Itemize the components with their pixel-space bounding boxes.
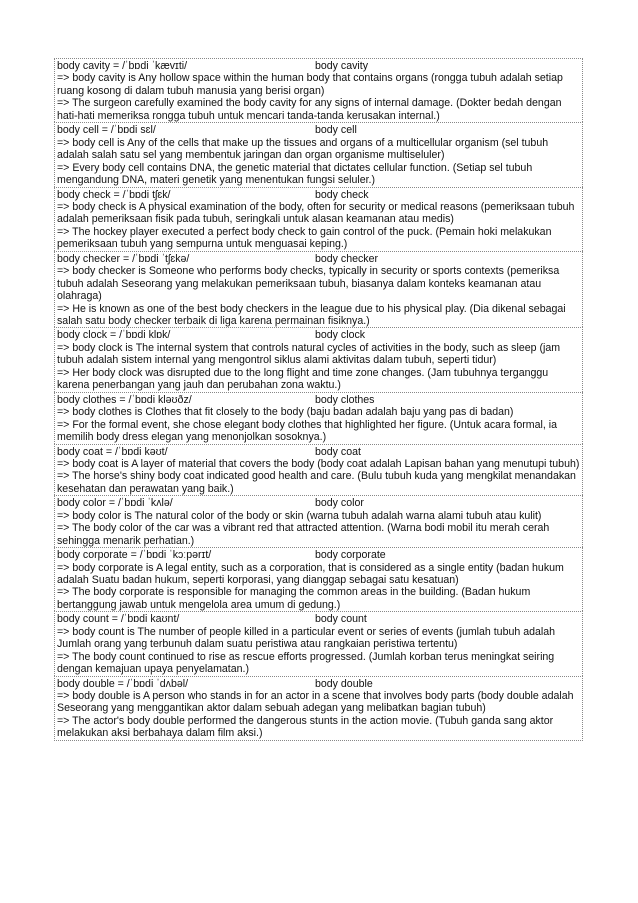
entry-gloss: body check — [315, 188, 369, 201]
entry-header — [57, 60, 581, 72]
entry-definition: => body coat is A layer of material that covers the body (body coat adalah Lapisan bahan yang menutupi tubuh) — [57, 457, 580, 470]
entry-header — [57, 549, 581, 561]
entry-header — [57, 329, 581, 341]
entry-term-pronunciation: body check = /ˈbɒdi tʃɛk/ — [57, 188, 171, 201]
entry-gloss: body count — [315, 613, 367, 626]
entry-example: => Her body clock was disrupted due to the long flight and time zone changes. (Jam tubuhnya terganggu karena penerbangan yang jauh dan perubahan zona waktu.) — [57, 366, 549, 392]
entry-gloss: body coat — [315, 445, 361, 458]
entry-example: => The body corporate is responsible for managing the common areas in the building. (Badan hukum bertanggung jawab untuk mengelola area umum di gedung.) — [57, 586, 531, 611]
entry-header — [57, 613, 581, 625]
entry-gloss: body clothes — [315, 393, 375, 406]
dictionary-entry — [54, 676, 583, 741]
dictionary-entry — [54, 611, 583, 675]
entry-header — [57, 124, 581, 136]
entry-gloss: body cavity — [315, 60, 368, 72]
dictionary-entry — [54, 392, 583, 444]
entry-example: => The body count continued to rise as rescue efforts progressed. (Jumlah korban terus meningkat seiring dengan kemajuan upaya penyelamatan.) — [57, 650, 555, 676]
entry-gloss: body clock — [315, 329, 366, 342]
entry-term-pronunciation: body cell = /ˈbɒdi sɛl/ — [57, 124, 156, 137]
dictionary-entry — [54, 327, 583, 391]
entry-definition: => body double is A person who stands in for an actor in a scene that involves body parts (body double adalah Seseorang yang menggantikan aktor dalam sebuah adegan yang melibatkan bagian tubuh) — [57, 690, 574, 715]
entry-example: => The horse's shiny body coat indicated good health and care. (Bulu tubuh kuda yang mengkilat menandakan kesehatan dan perawatan yang baik.) — [57, 470, 576, 495]
entry-definition: => body cell is Any of the cells that make up the tissues and organs of a multicellular organism (sel tubuh adalah salah satu sel yang membentuk jaringan dan organ organisme multiseluler) — [57, 136, 549, 162]
entry-term-pronunciation: body corporate = /ˈbɒdi ˈkɔːpərɪt/ — [57, 549, 212, 562]
entry-term-pronunciation: body cavity = /ˈbɒdi ˈkævɪti/ — [57, 60, 188, 72]
entry-header — [57, 189, 581, 201]
entry-gloss: body checker — [315, 252, 379, 265]
entry-definition: => body clothes is Clothes that fit closely to the body (baju badan adalah baju yang pas di badan) — [57, 406, 514, 419]
entry-example: => He is known as one of the best body checkers in the league due to his physical play. (Dia dikenal sebagai salah satu body checker terbaik di liga karena permainan fisiknya.) — [57, 302, 566, 327]
entry-term-pronunciation: body color = /ˈbɒdi ˈkʌlə/ — [57, 497, 173, 510]
entry-definition: => body clock is The internal system that controls natural cycles of activities in the body, such as sleep (jam tubuh adalah sistem internal yang mengontrol siklus alami aktivitas dalam tubuh, seperti tidur) — [57, 341, 561, 367]
entry-term-pronunciation: body clothes = /ˈbɒdi kləʊðz/ — [57, 393, 192, 406]
entry-example: => The body color of the car was a vibrant red that attracted attention. (Warna bodi mobil itu merah cerah sehingga menarik perhatian.) — [57, 522, 550, 547]
dictionary-entry — [54, 187, 583, 251]
entry-gloss: body corporate — [315, 549, 386, 562]
entry-header — [57, 394, 581, 406]
entry-term-pronunciation: body coat = /ˈbɒdi kəʊt/ — [57, 445, 168, 458]
entry-definition: => body count is The number of people killed in a particular event or series of events (jumlah tubuh adalah Jumlah orang yang terbunuh dalam suatu peristiwa atau rangkaian peristiwa tertentu) — [57, 625, 556, 651]
entry-header — [57, 678, 581, 690]
entry-example: => For the formal event, she chose elegant body clothes that highlighted her figure. (Untuk acara formal, ia memilih body dress elegan yang menonjolkan sosoknya.) — [57, 418, 557, 444]
dictionary-entry — [54, 58, 583, 122]
entry-term-pronunciation: body clock = /ˈbɒdi klɒk/ — [57, 329, 171, 342]
dictionary-entry — [54, 122, 583, 186]
entry-header — [57, 446, 581, 458]
entry-example: => The hockey player executed a perfect body check to gain control of the puck. (Pemain hoki melakukan pemeriksaan tubuh yang sempurna untuk menguasai keping.) — [57, 225, 552, 251]
entry-term-pronunciation: body double = /ˈbɒdi ˈdʌbəl/ — [57, 677, 189, 690]
entry-gloss: body double — [315, 677, 373, 690]
entry-example: => The surgeon carefully examined the body cavity for any signs of internal damage. (Dokter bedah dengan hati-hati memeriksa rongga tubuh untuk mencari tanda-tanda kerusakan internal.) — [57, 97, 562, 122]
dictionary-entry — [54, 495, 583, 547]
entry-gloss: body cell — [315, 124, 357, 137]
dictionary-entry — [54, 444, 583, 496]
entry-definition: => body color is The natural color of the body or skin (warna tubuh adalah warna alami tubuh atau kulit) — [57, 509, 542, 522]
entry-header — [57, 253, 581, 265]
entry-definition: => body cavity is Any hollow space within the human body that contains organs (rongga tubuh adalah setiap ruang kosong di dalam tubuh manusia yang berisi organ) — [57, 72, 563, 97]
entry-header — [57, 497, 581, 509]
entry-gloss: body color — [315, 497, 364, 510]
entry-definition: => body corporate is A legal entity, such as a corporation, that is considered as a single entity (badan hukum adalah Suatu badan hukum, seperti korporasi, yang dianggap sebagai satu kesatuan) — [57, 561, 564, 586]
dictionary-entries — [54, 58, 583, 741]
entry-definition: => body checker is Someone who performs body checks, typically in security or sports contexts (pemeriksa tubuh adalah Seseorang yang melakukan pemeriksaan tubuh, biasanya dalam konteks keamanan atau olahraga) — [57, 265, 560, 303]
entry-definition: => body check is A physical examination of the body, often for security or medical reasons (pemeriksaan tubuh adalah pemeriksaan fisik pada tubuh, seringkali untuk alasan keamanan atau medis) — [57, 200, 575, 226]
entry-term-pronunciation: body checker = /ˈbɒdi ˈtʃɛkə/ — [57, 252, 190, 265]
entry-example: => The actor's body double performed the dangerous stunts in the action movie. (Tubuh ganda sang aktor melakukan aksi berbahaya dalam film aksi.) — [57, 714, 554, 740]
entry-example: => Every body cell contains DNA, the genetic material that dictates cellular function. (Setiap sel tubuh mengandung DNA, materi genetik yang menentukan fungsi seluler.) — [57, 161, 533, 187]
dictionary-entry — [54, 547, 583, 611]
entry-term-pronunciation: body count = /ˈbɒdi kaʊnt/ — [57, 613, 180, 626]
dictionary-entry — [54, 251, 583, 328]
